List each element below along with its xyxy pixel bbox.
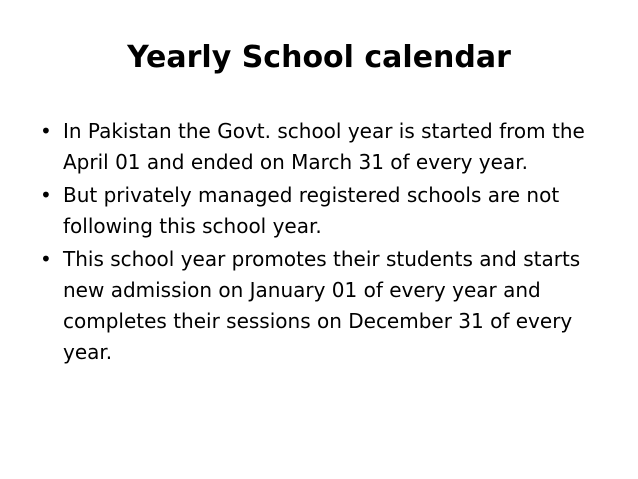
bullet-dot-icon: •	[40, 119, 52, 143]
bullet-text: This school year promotes their students and starts new admission on January 01 of every year and completes their sessions on December 31 of every year.	[63, 247, 581, 364]
bullet-item	[40, 244, 610, 368]
slide-title: Yearly School calendar	[127, 40, 511, 75]
bullet-dot-icon: •	[40, 247, 52, 271]
bullet-text: In Pakistan the Govt. school year is started from the April 01 and ended on March 31 of every year.	[63, 119, 585, 174]
bullet-item	[40, 116, 610, 178]
bullet-list	[40, 116, 610, 370]
bullet-text: But privately managed registered schools are not following this school year.	[63, 183, 560, 238]
bullet-dot-icon: •	[40, 183, 52, 207]
bullet-item	[40, 180, 610, 242]
